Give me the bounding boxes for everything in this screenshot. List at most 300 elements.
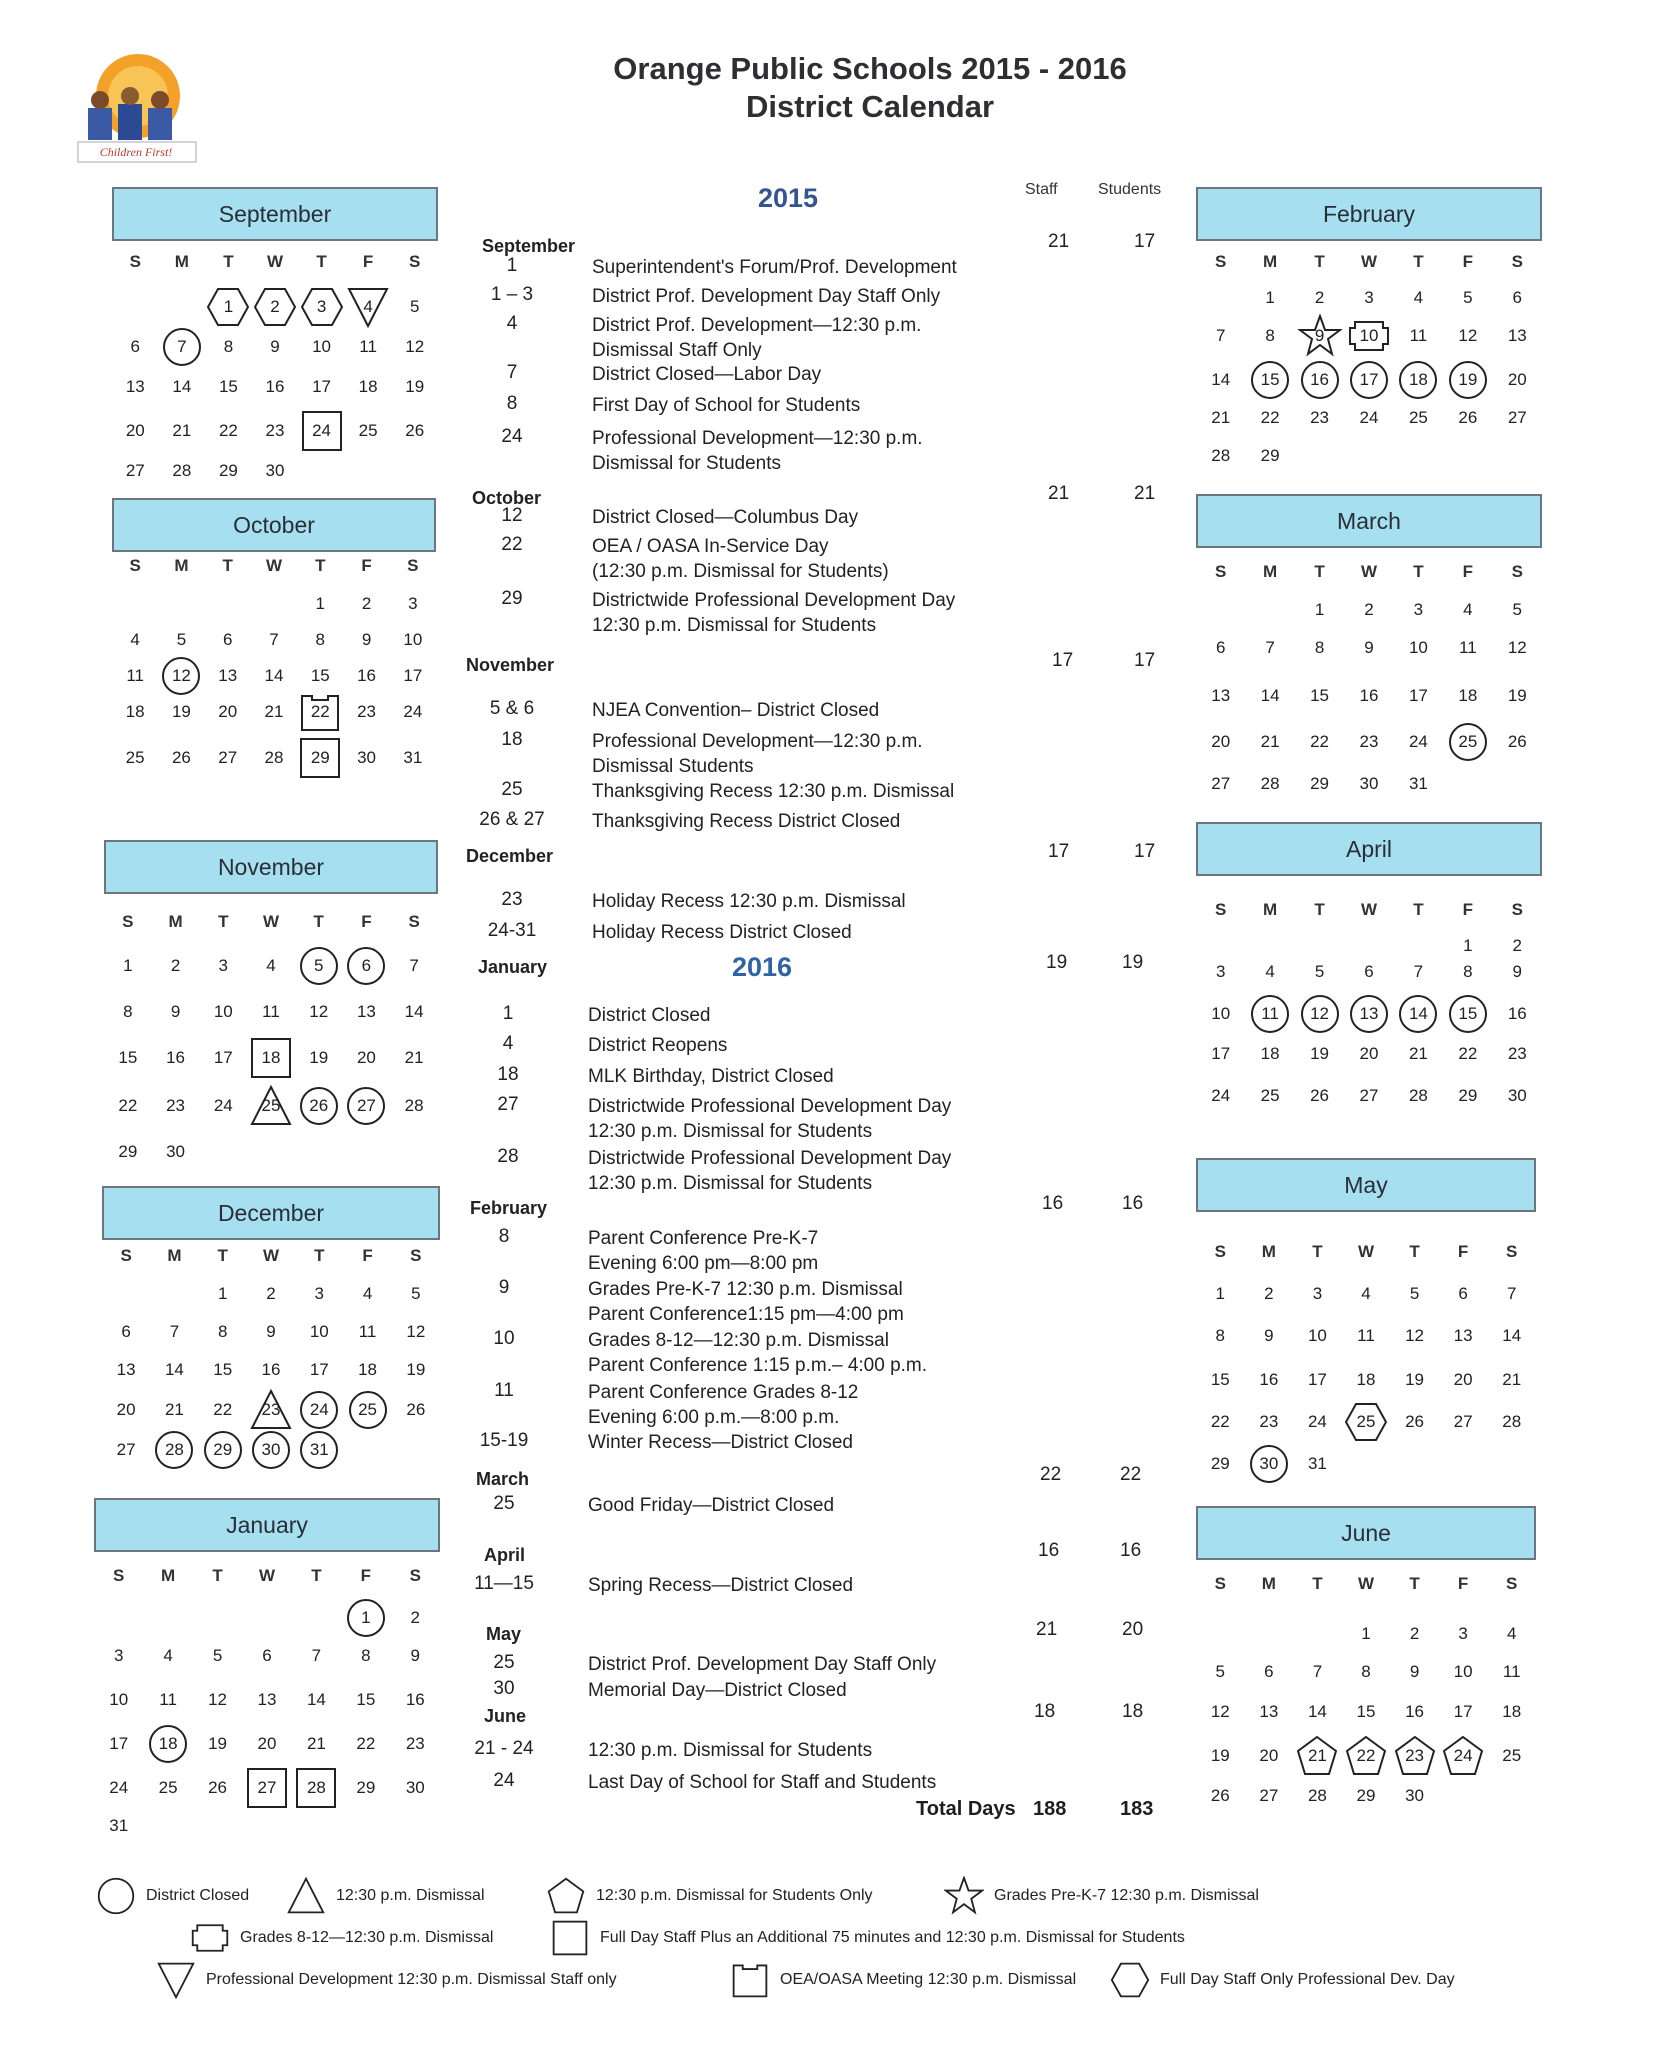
day-number: 10 — [1408, 638, 1428, 657]
day-number: 25 — [261, 1096, 281, 1115]
day-number: 8 — [361, 1646, 371, 1665]
day-cell — [193, 1636, 242, 1676]
day-cell — [343, 620, 389, 660]
day-cell — [1390, 1402, 1439, 1442]
day-cell — [345, 287, 392, 327]
day-cell — [112, 738, 158, 778]
calendar-title — [0, 50, 1672, 126]
day-number: 21 — [1502, 1370, 1522, 1389]
day-cell — [392, 1390, 440, 1430]
day-cell — [1293, 1444, 1342, 1484]
weekday-label: S — [407, 556, 419, 575]
event-line: Evening 6:00 pm—8:00 pm — [588, 1253, 819, 1274]
staff-day-count: 19 — [1046, 952, 1068, 973]
day-cell — [1439, 1614, 1488, 1654]
weekday-label: W — [1360, 252, 1378, 271]
day-number: 15 — [1356, 1702, 1376, 1721]
day-number: 14 — [1502, 1326, 1522, 1345]
legend-item-dshape — [190, 1918, 493, 1958]
day-cell — [1493, 722, 1542, 762]
day-cell — [1493, 1076, 1542, 1116]
day-cell — [102, 1430, 150, 1470]
day-cell — [1293, 1692, 1342, 1732]
day-cell — [391, 1768, 440, 1808]
day-cell — [1493, 952, 1542, 992]
day-number: 8 — [123, 1002, 133, 1021]
day-cell — [1342, 1614, 1391, 1654]
day-cell — [143, 1768, 192, 1808]
day-number: 26 — [1405, 1412, 1425, 1431]
weekday-label: M — [161, 1566, 176, 1585]
day-number: 27 — [1259, 1786, 1279, 1805]
day-number: 18 — [358, 377, 378, 396]
weekday-label: F — [361, 556, 372, 575]
day-cell — [158, 692, 204, 732]
day-number: 10 — [1211, 1004, 1231, 1023]
day-number: 15 — [310, 666, 330, 685]
event-date: 24 — [493, 1770, 515, 1791]
day-number: 22 — [1356, 1746, 1376, 1765]
event-date: 24 — [501, 426, 523, 447]
event-description — [592, 284, 992, 309]
day-cell — [298, 287, 345, 327]
weekday-label: T — [314, 1246, 325, 1265]
day-number: 13 — [116, 1360, 136, 1379]
day-cell — [247, 946, 295, 986]
day-cell — [1293, 1360, 1342, 1400]
event-date: 1 — [506, 255, 518, 276]
event-date: 4 — [506, 313, 518, 334]
weekday-label: W — [1360, 900, 1378, 919]
day-cell — [343, 584, 389, 624]
day-cell — [1443, 994, 1492, 1034]
day-cell — [391, 287, 438, 327]
day-cell — [390, 946, 438, 986]
day-cell — [295, 1390, 343, 1430]
day-cell — [1295, 994, 1344, 1034]
circle-icon — [96, 1876, 136, 1916]
student-day-count: 21 — [1134, 483, 1156, 504]
day-number: 19 — [1507, 686, 1527, 705]
weekday-label: T — [315, 556, 326, 575]
day-number: 31 — [403, 748, 423, 767]
student-day-count: 18 — [1122, 1701, 1144, 1722]
event-line: District Prof. Development Day Staff Only — [588, 1654, 937, 1675]
event-description — [588, 1573, 988, 1598]
day-number: 14 — [164, 1360, 184, 1379]
day-number: 2 — [1314, 288, 1325, 307]
day-number: 14 — [1307, 1702, 1327, 1721]
day-cell — [343, 992, 391, 1032]
day-number: 3 — [316, 297, 327, 316]
total-staff-days: 188 — [1033, 1798, 1067, 1820]
day-number: 9 — [1364, 638, 1374, 657]
legend-label: Full Day Staff Plus an Additional 75 minutes and 12:30 p.m. Dismissal for Students — [600, 1929, 1185, 1946]
event-description — [588, 1033, 988, 1058]
day-cell — [292, 1680, 341, 1720]
day-number: 12 — [1310, 1004, 1330, 1023]
weekday-label: S — [1215, 562, 1227, 581]
event-date: 25 — [493, 1652, 515, 1673]
day-number: 27 — [1211, 774, 1231, 793]
day-cell — [1390, 1360, 1439, 1400]
legend-label: Full Day Staff Only Professional Dev. Day — [1160, 1971, 1455, 1988]
day-cell — [1196, 1034, 1245, 1074]
day-cell — [1245, 278, 1294, 318]
day-number: 23 — [1259, 1412, 1279, 1431]
day-cell — [251, 738, 297, 778]
weekday-label: M — [1261, 1242, 1276, 1261]
event-date: 18 — [497, 1064, 519, 1085]
day-number: 8 — [1265, 326, 1275, 345]
day-cell — [390, 1086, 438, 1126]
legend-label: Professional Development 12:30 p.m. Dismissal Staff only — [206, 1971, 617, 1988]
day-cell — [1245, 952, 1294, 992]
event-month-label: June — [484, 1706, 527, 1726]
day-number: 2 — [266, 1284, 276, 1303]
event-date: 18 — [501, 729, 523, 750]
hexagon-icon — [1110, 1960, 1150, 2000]
event-line: Evening 6:00 p.m.—8:00 p.m. — [588, 1407, 840, 1428]
day-number: 12 — [171, 666, 191, 685]
event-description — [588, 1226, 988, 1276]
day-number: 29 — [218, 461, 238, 480]
weekday-label: S — [408, 912, 420, 931]
day-number: 16 — [1405, 1702, 1425, 1721]
day-number: 6 — [1215, 638, 1226, 657]
day-number: 12 — [1507, 638, 1527, 657]
day-cell — [102, 1350, 150, 1390]
event-line: Parent Conference Pre-K-7 — [588, 1228, 819, 1249]
weekday-label: S — [1506, 1242, 1518, 1261]
day-cell — [205, 692, 251, 732]
day-cell — [1443, 676, 1492, 716]
day-cell — [1342, 1692, 1391, 1732]
day-cell — [345, 367, 392, 407]
day-cell — [112, 451, 159, 491]
day-cell — [1293, 1402, 1342, 1442]
weekday-label: S — [129, 556, 141, 575]
day-number: 11 — [1409, 326, 1428, 345]
event-description — [592, 920, 992, 945]
event-month-label: September — [482, 236, 576, 256]
day-number: 8 — [223, 337, 234, 356]
day-cell — [1295, 316, 1344, 356]
day-number: 12 — [1210, 1702, 1230, 1721]
day-cell — [1493, 316, 1542, 356]
day-cell — [247, 1350, 295, 1390]
staff-day-count: 17 — [1048, 841, 1070, 862]
day-cell — [112, 656, 158, 696]
day-cell — [1196, 628, 1245, 668]
day-number: 7 — [1506, 1284, 1517, 1303]
day-number: 22 — [1210, 1412, 1230, 1431]
weekday-label: W — [1357, 1574, 1374, 1593]
day-cell — [251, 656, 297, 696]
day-cell — [1245, 1776, 1294, 1816]
event-description — [592, 779, 992, 804]
weekday-label: T — [1413, 562, 1424, 581]
day-cell — [205, 451, 252, 491]
day-cell — [199, 1312, 247, 1352]
day-cell — [1439, 1692, 1488, 1732]
weekday-label: T — [217, 1246, 228, 1265]
student-day-count: 17 — [1134, 841, 1156, 862]
day-number: 13 — [125, 377, 145, 396]
day-cell — [1295, 590, 1344, 630]
day-number: 30 — [1359, 774, 1379, 793]
day-number: 8 — [315, 630, 326, 649]
day-number: 2 — [1512, 936, 1522, 955]
staff-column-header: Staff — [1025, 181, 1058, 198]
event-description — [592, 729, 992, 779]
day-number: 4 — [1265, 962, 1275, 981]
day-number: 6 — [361, 956, 372, 975]
day-cell — [1196, 436, 1245, 476]
day-cell — [1394, 278, 1443, 318]
day-cell — [1245, 764, 1294, 804]
legend-label: Grades 8-12—12:30 p.m. Dismissal — [240, 1929, 494, 1946]
day-cell — [1196, 1652, 1245, 1692]
day-number: 9 — [1409, 1662, 1420, 1681]
day-number: 18 — [125, 702, 145, 721]
day-number: 2 — [1264, 1284, 1274, 1303]
weekday-label: S — [1511, 900, 1523, 919]
day-cell — [1245, 628, 1294, 668]
day-number: 23 — [1405, 1746, 1425, 1765]
day-cell — [1196, 722, 1245, 762]
day-number: 21 — [1408, 1044, 1428, 1063]
day-number: 20 — [356, 1048, 376, 1067]
day-number: 5 — [411, 1284, 421, 1303]
day-cell — [143, 1724, 192, 1764]
day-cell — [242, 1724, 291, 1764]
day-cell — [391, 367, 438, 407]
day-number: 27 — [116, 1440, 136, 1459]
day-cell — [205, 738, 251, 778]
day-number: 28 — [1408, 1086, 1428, 1105]
day-number: 17 — [403, 666, 423, 685]
day-cell — [1196, 1076, 1245, 1116]
day-cell — [1342, 1274, 1391, 1314]
day-cell — [1295, 764, 1344, 804]
day-cell — [343, 1086, 391, 1126]
day-number: 21 — [1307, 1746, 1327, 1765]
month-header: April — [1196, 822, 1542, 876]
day-number: 4 — [130, 630, 140, 649]
day-number: 19 — [406, 1360, 426, 1379]
day-cell — [1342, 1360, 1391, 1400]
day-cell — [295, 1350, 343, 1390]
event-line: Last Day of School for Staff and Students — [588, 1772, 937, 1793]
day-number: 24 — [213, 1096, 233, 1115]
day-number: 22 — [1260, 408, 1280, 427]
day-number: 11 — [1459, 638, 1477, 657]
event-line: Parent Conference1:15 pm—4:00 pm — [588, 1304, 904, 1325]
day-cell — [1493, 676, 1542, 716]
day-cell — [1390, 1652, 1439, 1692]
weekday-label: S — [120, 1246, 132, 1265]
day-cell — [1245, 360, 1294, 400]
day-cell — [1394, 628, 1443, 668]
day-cell — [193, 1768, 242, 1808]
day-number: 16 — [1507, 1004, 1527, 1023]
day-number: 16 — [1259, 1370, 1279, 1389]
day-cell — [1295, 1076, 1344, 1116]
day-cell — [297, 738, 343, 778]
day-number: 11 — [159, 1690, 177, 1709]
day-cell — [199, 1390, 247, 1430]
staff-day-count: 21 — [1036, 1619, 1058, 1640]
day-cell — [1344, 994, 1393, 1034]
day-number: 9 — [361, 630, 372, 649]
legend-item-star — [944, 1876, 1259, 1916]
day-number: 18 — [1356, 1370, 1376, 1389]
event-description — [592, 698, 992, 723]
legend-item-triangle — [286, 1876, 485, 1916]
day-cell — [104, 1038, 152, 1078]
day-cell — [1493, 994, 1542, 1034]
day-number: 6 — [222, 630, 233, 649]
day-number: 18 — [1502, 1702, 1522, 1721]
day-cell — [1245, 994, 1294, 1034]
legend-label: Grades Pre-K-7 12:30 p.m. Dismissal — [994, 1887, 1259, 1904]
day-number: 29 — [1356, 1786, 1376, 1805]
day-cell — [343, 1312, 391, 1352]
day-number: 10 — [1307, 1326, 1327, 1345]
weekday-label: S — [1511, 252, 1523, 271]
day-number: 28 — [1211, 446, 1231, 465]
event-date: 10 — [493, 1328, 515, 1349]
weekday-label: M — [174, 252, 189, 271]
day-number: 9 — [270, 337, 280, 356]
day-cell — [390, 620, 436, 660]
weekday-label: F — [362, 252, 374, 271]
day-cell — [341, 1724, 390, 1764]
day-cell — [1245, 1316, 1294, 1356]
day-number: 10 — [109, 1690, 129, 1709]
weekday-label: S — [1215, 900, 1227, 919]
weekday-label: S — [122, 912, 134, 931]
day-number: 28 — [306, 1778, 326, 1797]
day-cell — [390, 992, 438, 1032]
weekday-label: T — [1409, 1574, 1420, 1593]
day-cell — [205, 411, 252, 451]
event-date: 29 — [501, 588, 523, 609]
day-cell — [1394, 1034, 1443, 1074]
day-cell — [1493, 590, 1542, 630]
day-number: 3 — [218, 956, 228, 975]
day-number: 4 — [362, 1284, 373, 1303]
event-description — [588, 1430, 988, 1455]
day-cell — [391, 1724, 440, 1764]
day-number: 26 — [1507, 732, 1527, 751]
day-cell — [345, 327, 392, 367]
day-cell — [295, 946, 343, 986]
day-number: 31 — [1408, 774, 1428, 793]
day-cell — [1487, 1360, 1536, 1400]
event-description — [592, 809, 992, 834]
day-cell — [1196, 676, 1245, 716]
day-cell — [343, 1390, 391, 1430]
day-cell — [1293, 1776, 1342, 1816]
day-number: 15 — [218, 377, 238, 396]
triangle-icon — [286, 1876, 326, 1916]
day-number: 11 — [359, 337, 377, 356]
day-cell — [1487, 1614, 1536, 1654]
day-cell — [1390, 1316, 1439, 1356]
day-number: 12 — [1458, 326, 1478, 345]
day-number: 11 — [1502, 1662, 1521, 1681]
weekday-label: W — [1360, 562, 1378, 581]
students-column-header: Students — [1098, 181, 1162, 198]
day-cell — [343, 692, 389, 732]
day-cell — [295, 1086, 343, 1126]
day-number: 11 — [1357, 1326, 1375, 1345]
month-header: December — [102, 1186, 440, 1240]
day-number: 26 — [1458, 408, 1478, 427]
day-number: 4 — [266, 956, 276, 975]
day-cell — [252, 327, 299, 367]
day-cell — [295, 1274, 343, 1314]
day-cell — [1439, 1316, 1488, 1356]
day-number: 17 — [1211, 1044, 1231, 1063]
day-cell — [247, 1430, 295, 1470]
day-number: 22 — [118, 1096, 138, 1115]
day-number: 31 — [109, 1816, 129, 1835]
day-number: 16 — [166, 1048, 186, 1067]
day-cell — [1493, 398, 1542, 438]
day-number: 14 — [1260, 686, 1280, 705]
day-cell — [1196, 764, 1245, 804]
day-cell — [1344, 1034, 1393, 1074]
day-number: 1 — [315, 594, 326, 613]
day-cell — [1295, 628, 1344, 668]
day-number: 13 — [1259, 1702, 1279, 1721]
day-number: 14 — [172, 377, 192, 396]
staff-day-count: 21 — [1048, 231, 1070, 252]
year-heading-2015: 2015 — [758, 183, 819, 213]
day-number: 18 — [261, 1048, 281, 1067]
weekday-label: T — [1314, 562, 1325, 581]
day-cell — [247, 992, 295, 1032]
day-cell — [1394, 1076, 1443, 1116]
day-number: 6 — [1264, 1662, 1274, 1681]
day-number: 19 — [309, 1048, 329, 1067]
day-number: 4 — [1361, 1284, 1371, 1303]
day-number: 4 — [1506, 1624, 1517, 1643]
day-number: 15 — [1260, 370, 1280, 389]
day-number: 10 — [1453, 1662, 1473, 1681]
total-days-label: Total Days — [916, 1798, 1016, 1820]
day-number: 2 — [361, 594, 372, 613]
day-cell — [391, 1636, 440, 1676]
day-number: 6 — [1512, 288, 1522, 307]
day-cell — [112, 620, 158, 660]
day-cell — [391, 411, 438, 451]
day-cell — [1196, 316, 1245, 356]
day-number: 23 — [405, 1734, 425, 1753]
day-number: 12 — [309, 1002, 329, 1021]
day-cell — [1344, 590, 1393, 630]
day-number: 12 — [406, 1322, 426, 1341]
day-cell — [1443, 952, 1492, 992]
day-cell — [390, 692, 436, 732]
event-date: 25 — [501, 779, 523, 800]
day-cell — [1295, 722, 1344, 762]
event-description — [588, 1380, 988, 1430]
event-line: Grades Pre-K-7 12:30 p.m. Dismissal — [588, 1279, 903, 1300]
